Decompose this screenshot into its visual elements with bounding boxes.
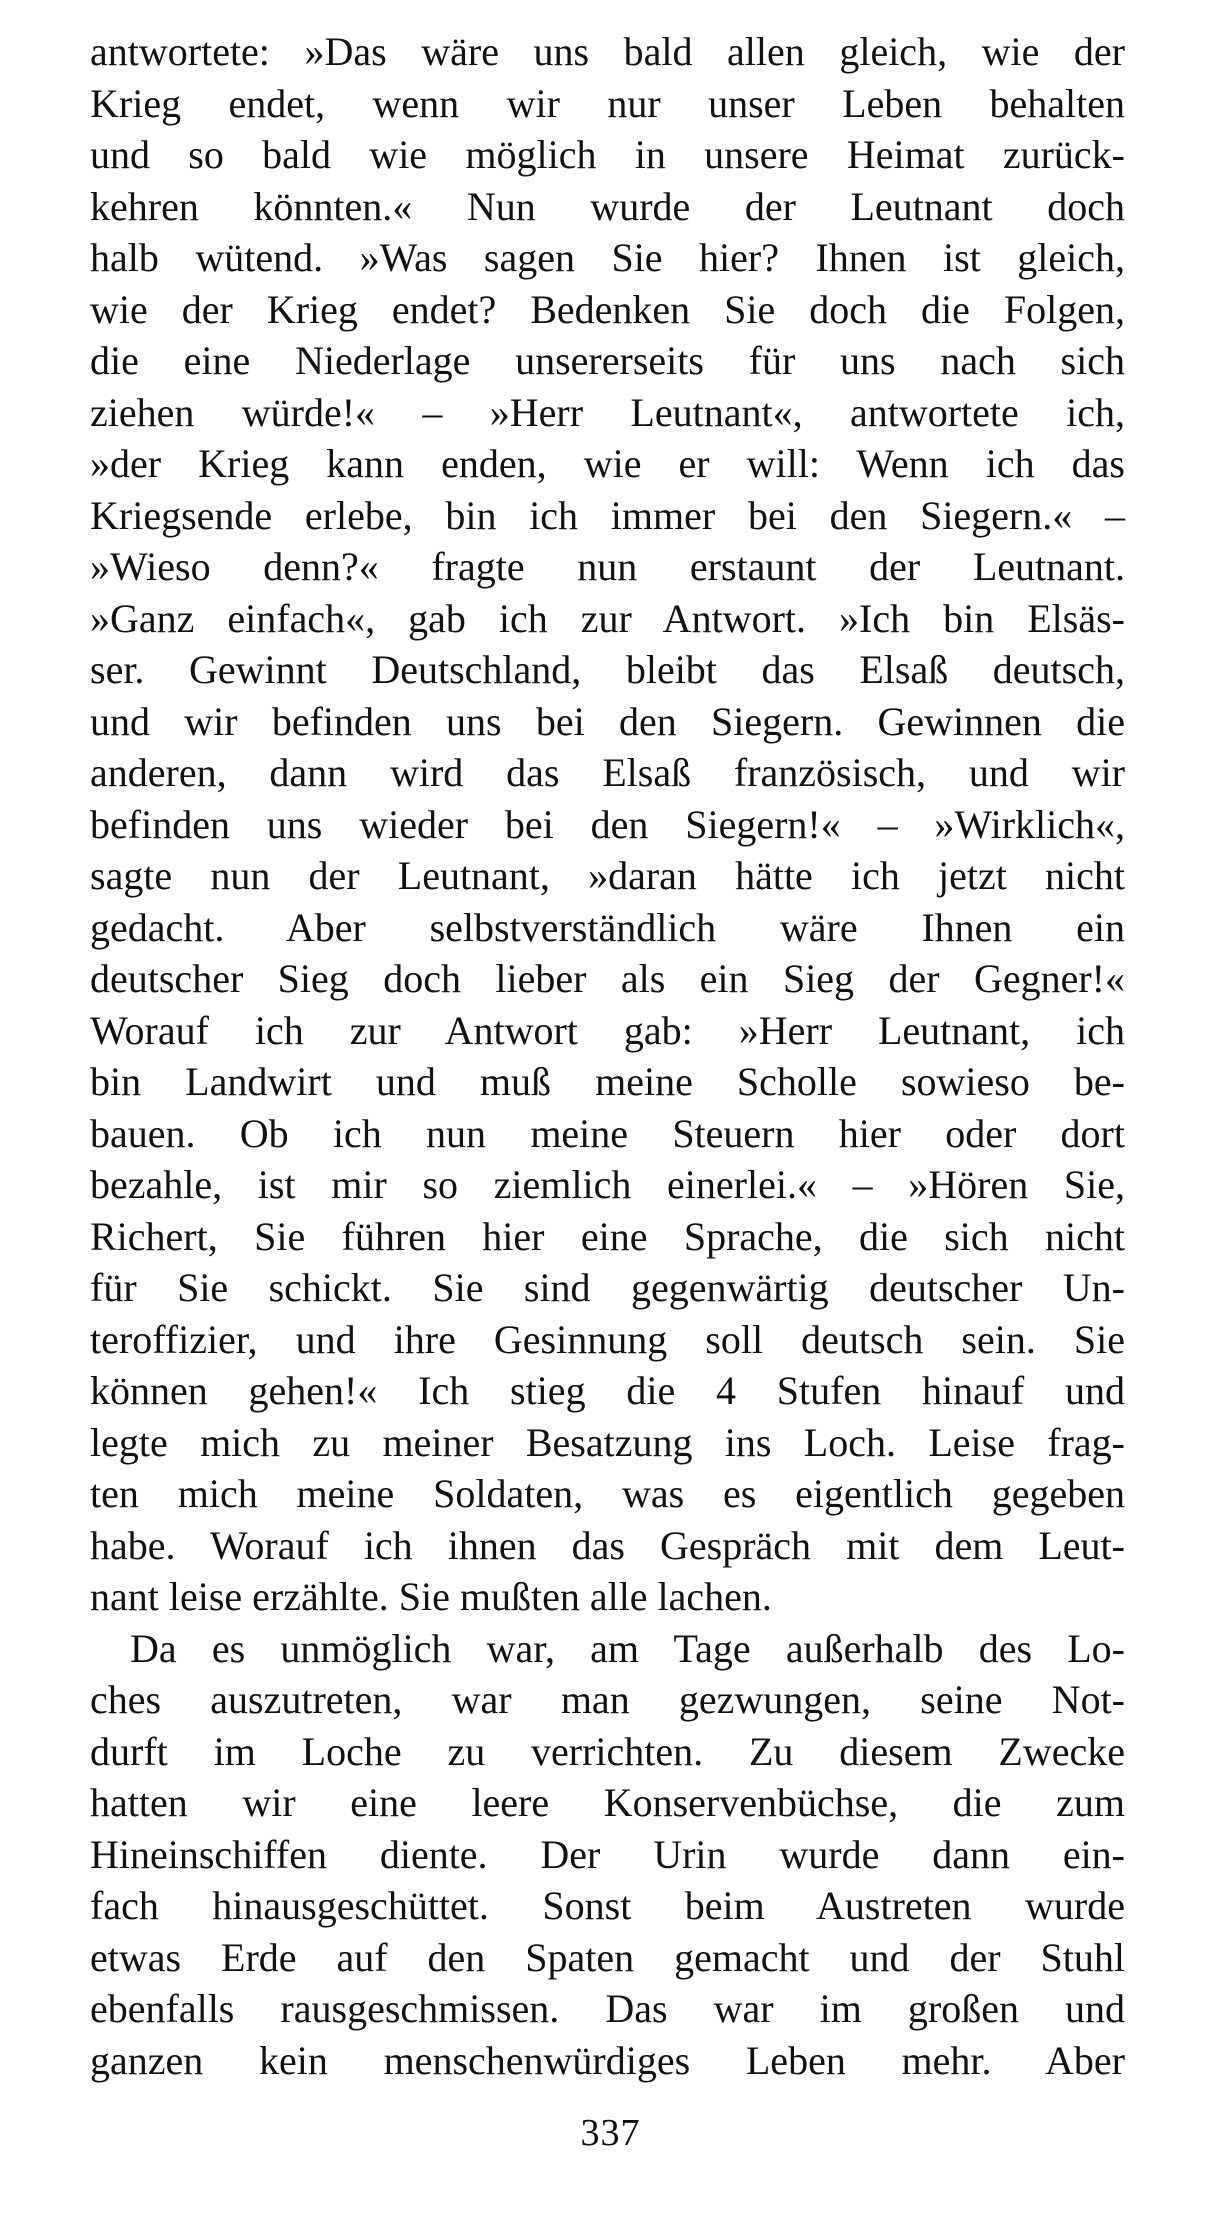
text-line: wie der Krieg endet? Bedenken Sie doch die Folgen, [90, 286, 1125, 332]
text-line: sagte nun der Leutnant, »daran hätte ich jetzt nicht [90, 853, 1125, 898]
text-line: ser. Gewinnt Deutschland, bleibt das Elsaß deutsch, [90, 647, 1125, 692]
text-line: »der Krieg kann enden, wie er will: Wenn ich das [90, 441, 1125, 486]
text-line: legte mich zu meiner Besatzung ins Loch. Leise frag- [90, 1419, 1125, 1465]
text-line: fach hinausgeschüttet. Sonst beim Austreten wurde [90, 1883, 1125, 1928]
text-line: anderen, dann wird das Elsaß französisch, und wir [90, 750, 1125, 795]
text-line: und wir befinden uns bei den Siegern. Gewinnen die [90, 698, 1125, 744]
page-number: 337 [580, 2112, 641, 2154]
text-line: ganzen kein menschenwürdiges Leben mehr. Aber [90, 2037, 1125, 2083]
text-line: ziehen würde!« – »Herr Leutnant«, antwortete ich, [90, 389, 1125, 435]
text-line: Krieg endet, wenn wir nur unser Leben behalten [90, 80, 1125, 126]
text-line: ches auszutreten, war man gezwungen, seine Not- [90, 1677, 1125, 1722]
text-line: bezahle, ist mir so ziemlich einerlei.« – »Hören Sie, [90, 1162, 1125, 1207]
text-line: Richert, Sie führen hier eine Sprache, die sich nicht [90, 1213, 1125, 1259]
text-line: und so bald wie möglich in unsere Heimat zurück- [90, 132, 1125, 177]
text-line: halb wütend. »Was sagen Sie hier? Ihnen ist gleich, [90, 235, 1125, 280]
text-line: können gehen!« Ich stieg die 4 Stufen hinauf und [90, 1368, 1125, 1413]
text-line: bin Landwirt und muß meine Scholle sowieso be- [90, 1059, 1125, 1104]
text-line: für Sie schickt. Sie sind gegenwärtig deutscher Un- [90, 1265, 1125, 1310]
paragraph [90, 1623, 1125, 2087]
text-line: Da es unmöglich war, am Tage außerhalb des Lo- [130, 1625, 1125, 1671]
text-line: durft im Loche zu verrichten. Zu diesem Zwecke [90, 1728, 1125, 1774]
text-line: Hineinschiffen diente. Der Urin wurde dann ein- [90, 1831, 1125, 1877]
text-line: deutscher Sieg doch lieber als ein Sieg der Gegner!« [90, 956, 1125, 1001]
text-line: Kriegsende erlebe, bin ich immer bei den Siegern.« – [90, 492, 1125, 538]
text-line: »Wieso denn?« fragte nun erstaunt der Leutnant. [90, 544, 1125, 589]
text-line: die eine Niederlage unsererseits für uns nach sich [90, 338, 1125, 383]
text-line: bauen. Ob ich nun meine Steuern hier oder dort [90, 1110, 1125, 1156]
text-line: befinden uns wieder bei den Siegern!« – »Wirklich«, [90, 801, 1125, 847]
paragraph [90, 26, 1125, 1623]
text-line: »Ganz einfach«, gab ich zur Antwort. »Ich bin Elsäs- [90, 595, 1125, 641]
text-line: nant leise erzählte. Sie mußten alle lachen. [90, 1574, 772, 1619]
text-line: ten mich meine Soldaten, was es eigentlich gegeben [90, 1471, 1125, 1516]
text-line: habe. Worauf ich ihnen das Gespräch mit dem Leut- [90, 1522, 1125, 1568]
text-line: Worauf ich zur Antwort gab: »Herr Leutnant, ich [90, 1007, 1125, 1053]
text-line: teroffizier, und ihre Gesinnung soll deutsch sein. Sie [90, 1316, 1125, 1362]
text-line: antwortete: »Das wäre uns bald allen gleich, wie der [90, 29, 1125, 74]
text-line: kehren könnten.« Nun wurde der Leutnant doch [90, 183, 1125, 229]
text-line: gedacht. Aber selbstverständlich wäre Ihnen ein [90, 904, 1125, 950]
body-text [90, 26, 1125, 2086]
text-line: etwas Erde auf den Spaten gemacht und der Stuhl [90, 1934, 1125, 1980]
text-line: ebenfalls rausgeschmissen. Das war im großen und [90, 1986, 1125, 2031]
text-line: hatten wir eine leere Konservenbüchse, die zum [90, 1780, 1125, 1825]
